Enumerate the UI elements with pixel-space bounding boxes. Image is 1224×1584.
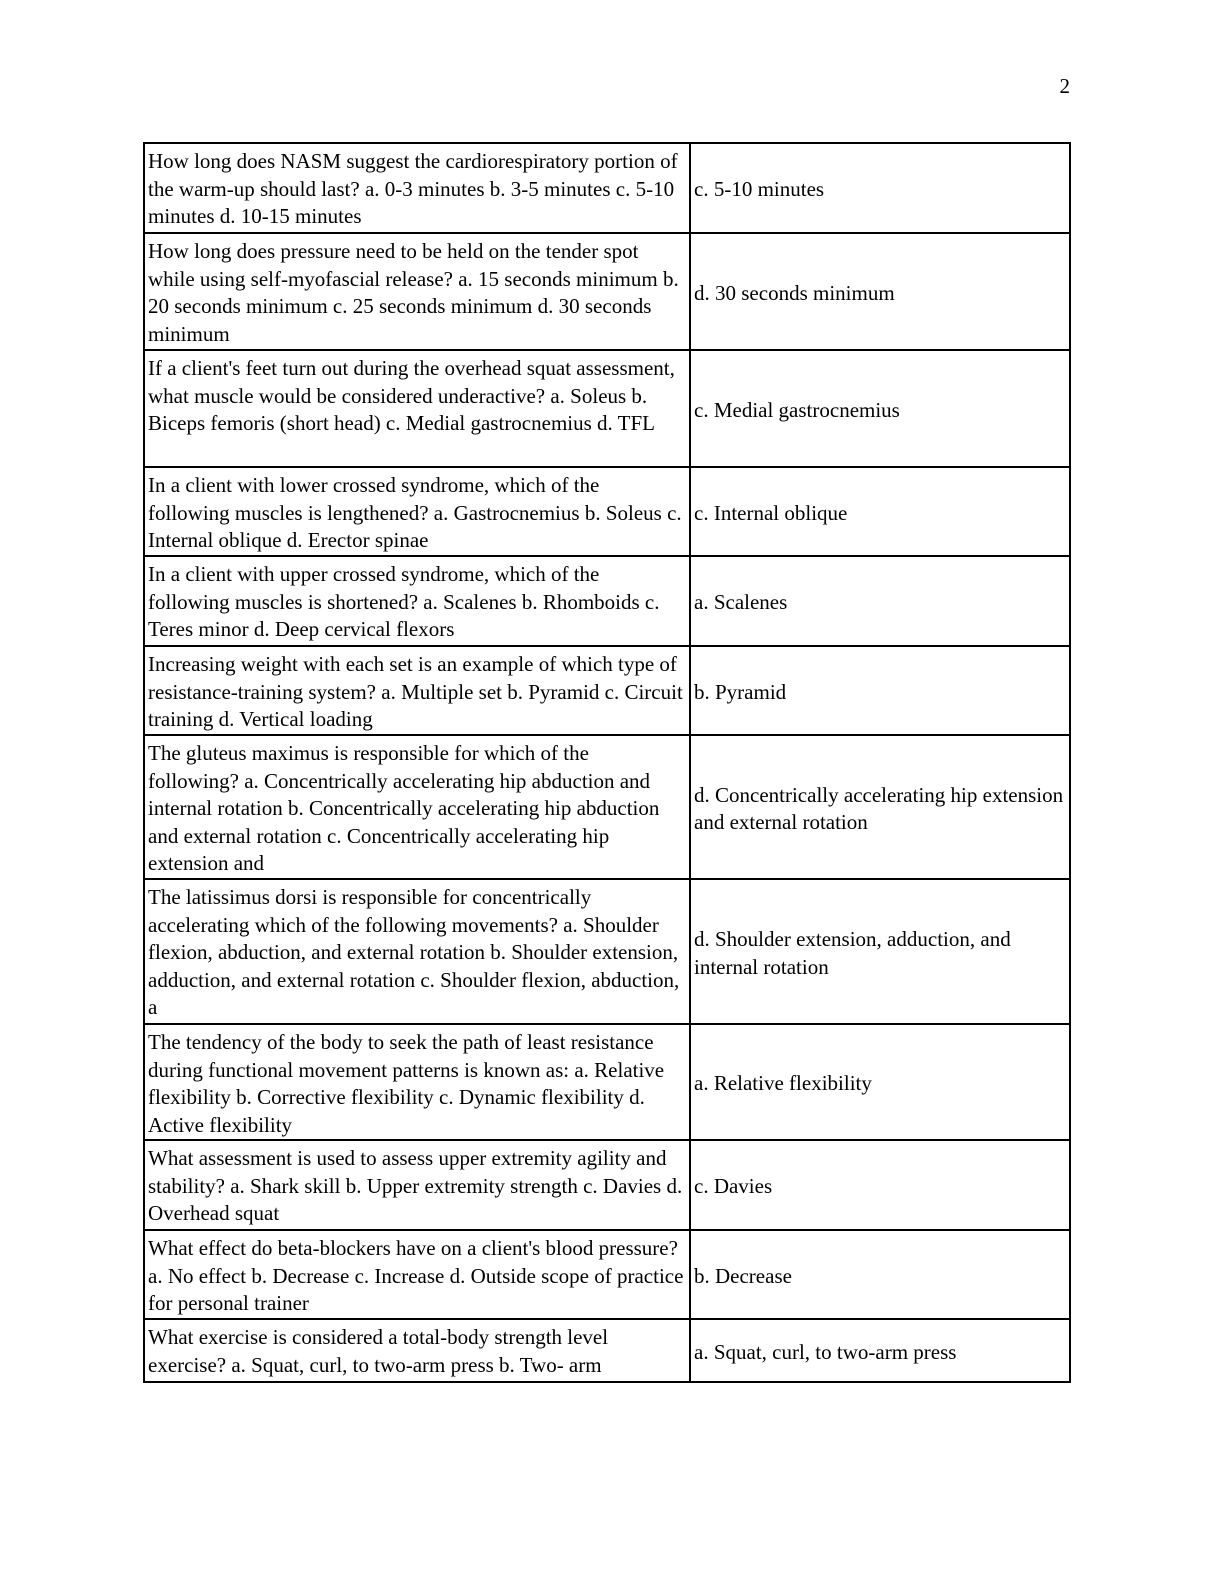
table-row	[144, 556, 1070, 646]
question-cell	[144, 879, 690, 1024]
answer-cell: c. Medial gastrocnemius	[690, 350, 1070, 467]
question-cell	[144, 1140, 690, 1230]
question-cell	[144, 1319, 690, 1382]
page-number: 2	[1059, 74, 1070, 98]
table-row	[144, 1140, 1070, 1230]
question-cell	[144, 233, 690, 350]
qa-table	[143, 142, 1071, 1383]
table-row	[144, 1230, 1070, 1319]
question-text: How long does pressure need to be held on the tender spot while using self-myofascial release? a. 15 seconds minimum b. 20 seconds minimum c. 25 seconds minimum d. 30 seconds minimum	[148, 239, 679, 346]
question-cell	[144, 350, 690, 467]
question-cell	[144, 735, 690, 879]
question-text: How long does NASM suggest the cardiorespiratory portion of the warm-up should last? a. 0-3 minutes b. 3-5 minutes c. 5-10 minutes d. 10-15 minutes	[148, 149, 678, 228]
question-text: Increasing weight with each set is an example of which type of resistance-training system? a. Multiple set b. Pyramid c. Circuit training d. Vertical loading	[148, 652, 683, 731]
answer-cell: d. 30 seconds minimum	[690, 233, 1070, 350]
question-text: If a client's feet turn out during the overhead squat assessment, what muscle would be considered underactive? a. Soleus b. Biceps femoris (short head) c. Medial gastrocnemius d. TFL	[148, 356, 675, 435]
question-text: What assessment is used to assess upper extremity agility and stability? a. Shark skill b. Upper extremity strength c. Davies d. Overhead squat	[148, 1146, 683, 1225]
question-cell	[144, 556, 690, 646]
table-row	[144, 879, 1070, 1024]
table-row	[144, 467, 1070, 556]
answer-cell: b. Decrease	[690, 1230, 1070, 1319]
question-text: What exercise is considered a total-body strength level exercise? a. Squat, curl, to two-arm press b. Two- arm	[148, 1325, 609, 1377]
question-text: The tendency of the body to seek the path of least resistance during functional movement patterns is known as: a. Relative flexibility b. Corrective flexibility c. Dynamic flexibility d. Active flexibility	[148, 1030, 665, 1137]
question-cell	[144, 646, 690, 735]
answer-cell: a. Squat, curl, to two-arm press	[690, 1319, 1070, 1382]
question-text: In a client with upper crossed syndrome, which of the following muscles is shortened? a. Scalenes b. Rhomboids c. Teres minor d. Deep cervical flexors	[148, 562, 660, 641]
table-row	[144, 350, 1070, 467]
table-row	[144, 233, 1070, 350]
table-row	[144, 1319, 1070, 1382]
question-text: The gluteus maximus is responsible for which of the following? a. Concentrically accelerating hip abduction and internal rotation b. Concentrically accelerating hip abduction and external rotation c. Concentrically accelerating hip extension and	[148, 741, 660, 875]
table-row	[144, 735, 1070, 879]
answer-cell: c. 5-10 minutes	[690, 143, 1070, 233]
question-cell	[144, 467, 690, 556]
table-row	[144, 143, 1070, 233]
answer-cell: a. Scalenes	[690, 556, 1070, 646]
answer-cell: d. Shoulder extension, adduction, and internal rotation	[690, 879, 1070, 1024]
table-row	[144, 646, 1070, 735]
answer-cell: c. Davies	[690, 1140, 1070, 1230]
question-text: What effect do beta-blockers have on a client's blood pressure? a. No effect b. Decrease c. Increase d. Outside scope of practice for personal trainer	[148, 1236, 684, 1315]
question-cell	[144, 143, 690, 233]
answer-cell: d. Concentrically accelerating hip extension and external rotation	[690, 735, 1070, 879]
question-text: The latissimus dorsi is responsible for concentrically accelerating which of the following movements? a. Shoulder flexion, abduction, and external rotation b. Shoulder extension, adduction, and external rotation c. Shoulder flexion, abduction, a	[148, 885, 680, 1019]
question-cell	[144, 1230, 690, 1319]
answer-cell: c. Internal oblique	[690, 467, 1070, 556]
answer-cell: a. Relative flexibility	[690, 1024, 1070, 1140]
table-row	[144, 1024, 1070, 1140]
question-text: In a client with lower crossed syndrome, which of the following muscles is lengthened? a. Gastrocnemius b. Soleus c. Internal oblique d. Erector spinae	[148, 473, 682, 552]
answer-cell: b. Pyramid	[690, 646, 1070, 735]
question-cell	[144, 1024, 690, 1140]
